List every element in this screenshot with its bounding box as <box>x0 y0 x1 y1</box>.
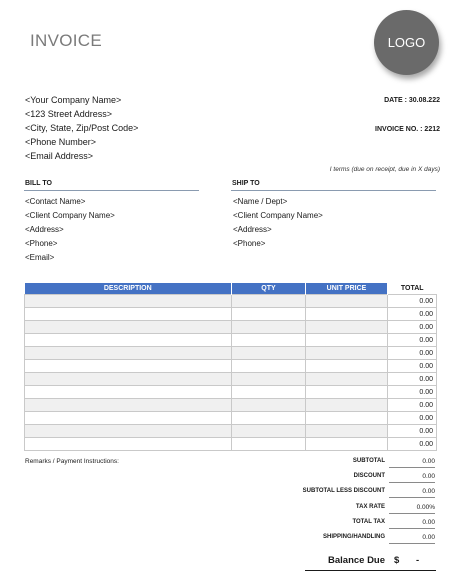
total-tax-value: 0.00 <box>389 519 435 529</box>
company-street: <123 Street Address> <box>25 109 113 119</box>
cell-total: 0.00 <box>388 360 437 373</box>
subtotal-less-discount-label: SUBTOTAL LESS DISCOUNT <box>302 488 385 494</box>
cell-total: 0.00 <box>388 399 437 412</box>
cell-description[interactable] <box>25 373 232 386</box>
cell-qty[interactable] <box>232 308 306 321</box>
cell-total: 0.00 <box>388 308 437 321</box>
column-header-description: DESCRIPTION <box>25 283 232 295</box>
bill-to-phone: <Phone> <box>25 239 58 248</box>
cell-qty[interactable] <box>232 295 306 308</box>
table-row <box>25 373 437 386</box>
cell-unit-price[interactable] <box>306 386 388 399</box>
invoice-date: DATE : 30.08.222 <box>384 97 440 104</box>
cell-qty[interactable] <box>232 425 306 438</box>
tax-rate-value[interactable]: 0.00% <box>389 504 435 514</box>
cell-total: 0.00 <box>388 425 437 438</box>
cell-description[interactable] <box>25 399 232 412</box>
cell-qty[interactable] <box>232 334 306 347</box>
cell-description[interactable] <box>25 295 232 308</box>
balance-currency: $ <box>394 555 400 566</box>
company-city: <City, State, Zip/Post Code> <box>25 123 139 133</box>
table-row <box>25 334 437 347</box>
company-email: <Email Address> <box>25 151 94 161</box>
cell-description[interactable] <box>25 425 232 438</box>
table-row <box>25 399 437 412</box>
column-header-unit-price: UNIT PRICE <box>306 283 388 295</box>
subtotal-label: SUBTOTAL <box>352 458 385 464</box>
cell-description[interactable] <box>25 438 232 451</box>
invoice-title: INVOICE <box>30 31 103 50</box>
table-row <box>25 360 437 373</box>
bill-to-divider <box>24 190 199 191</box>
cell-description[interactable] <box>25 308 232 321</box>
table-row <box>25 295 437 308</box>
cell-unit-price[interactable] <box>306 360 388 373</box>
balance-underline <box>305 570 436 571</box>
cell-total: 0.00 <box>388 373 437 386</box>
cell-description[interactable] <box>25 412 232 425</box>
subtotal-value: 0.00 <box>389 458 435 468</box>
cell-total: 0.00 <box>388 334 437 347</box>
ship-to-address: <Address> <box>233 225 272 234</box>
payment-terms: I terms (due on receipt, due in X days) <box>329 166 440 173</box>
table-row <box>25 412 437 425</box>
shipping-handling-label: SHIPPING/HANDLING <box>322 534 385 540</box>
discount-value[interactable]: 0.00 <box>389 473 435 483</box>
cell-total: 0.00 <box>388 295 437 308</box>
cell-qty[interactable] <box>232 373 306 386</box>
ship-to-divider <box>231 190 436 191</box>
cell-unit-price[interactable] <box>306 438 388 451</box>
cell-unit-price[interactable] <box>306 412 388 425</box>
balance-due-value: - <box>416 555 420 566</box>
cell-unit-price[interactable] <box>306 347 388 360</box>
company-phone: <Phone Number> <box>25 137 97 147</box>
invoice-number: INVOICE NO. : 2212 <box>375 126 440 133</box>
cell-qty[interactable] <box>232 438 306 451</box>
cell-unit-price[interactable] <box>306 373 388 386</box>
cell-qty[interactable] <box>232 399 306 412</box>
cell-total: 0.00 <box>388 412 437 425</box>
column-header-qty: QTY <box>232 283 306 295</box>
bill-to-email: <Email> <box>25 253 55 262</box>
table-row <box>25 386 437 399</box>
cell-unit-price[interactable] <box>306 399 388 412</box>
ship-to-company: <Client Company Name> <box>233 211 323 220</box>
cell-unit-price[interactable] <box>306 321 388 334</box>
tax-rate-label: TAX RATE <box>355 504 385 510</box>
cell-description[interactable] <box>25 386 232 399</box>
subtotal-less-discount-value: 0.00 <box>389 488 435 498</box>
total-tax-label: TOTAL TAX <box>352 519 385 525</box>
cell-qty[interactable] <box>232 360 306 373</box>
bill-to-company: <Client Company Name> <box>25 211 115 220</box>
cell-qty[interactable] <box>232 412 306 425</box>
ship-to-name: <Name / Dept> <box>233 197 288 206</box>
shipping-handling-value[interactable]: 0.00 <box>389 534 435 544</box>
table-row <box>25 347 437 360</box>
company-name: <Your Company Name> <box>25 95 122 105</box>
cell-unit-price[interactable] <box>306 295 388 308</box>
logo-text: LOGO <box>387 35 426 50</box>
cell-unit-price[interactable] <box>306 425 388 438</box>
cell-total: 0.00 <box>388 438 437 451</box>
balance-due-label: Balance Due <box>328 555 386 566</box>
cell-qty[interactable] <box>232 386 306 399</box>
company-logo <box>374 10 439 75</box>
discount-label: DISCOUNT <box>353 473 385 479</box>
cell-unit-price[interactable] <box>306 334 388 347</box>
table-row <box>25 308 437 321</box>
table-row <box>25 438 437 451</box>
table-row <box>25 321 437 334</box>
line-items-table <box>24 283 437 451</box>
table-row <box>25 425 437 438</box>
cell-total: 0.00 <box>388 347 437 360</box>
cell-total: 0.00 <box>388 321 437 334</box>
cell-qty[interactable] <box>232 321 306 334</box>
column-header-total: TOTAL <box>388 283 437 295</box>
cell-total: 0.00 <box>388 386 437 399</box>
bill-to-heading: BILL TO <box>25 180 52 187</box>
ship-to-phone: <Phone> <box>233 239 266 248</box>
cell-qty[interactable] <box>232 347 306 360</box>
cell-description[interactable] <box>25 321 232 334</box>
ship-to-heading: SHIP TO <box>232 180 260 187</box>
bill-to-address: <Address> <box>25 225 64 234</box>
bill-to-contact: <Contact Name> <box>25 197 86 206</box>
table-header-row <box>25 283 437 295</box>
cell-description[interactable] <box>25 360 232 373</box>
cell-description[interactable] <box>25 347 232 360</box>
remarks-label: Remarks / Payment Instructions: <box>25 458 119 465</box>
cell-unit-price[interactable] <box>306 308 388 321</box>
cell-description[interactable] <box>25 334 232 347</box>
